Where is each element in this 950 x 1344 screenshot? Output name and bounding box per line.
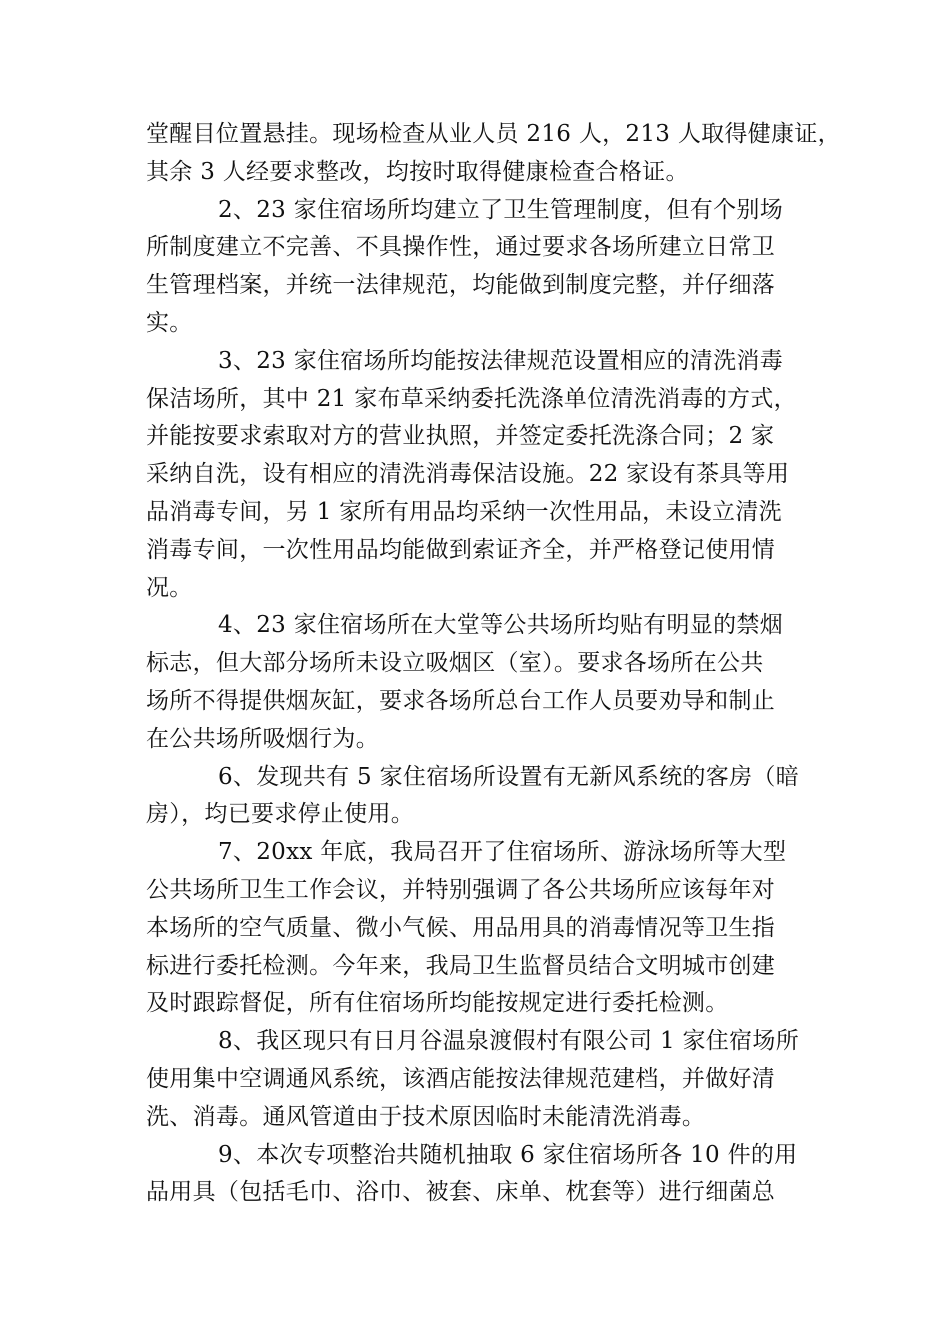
- text-line: 4、23 家住宿场所在大堂等公共场所均贴有明显的禁烟: [218, 612, 784, 639]
- text-line: 品消毒专间，另 1 家所有用品均采纳一次性用品，未设立清洗: [146, 498, 782, 525]
- text-line: 2、23 家住宿场所均建立了卫生管理制度，但有个别场: [218, 196, 784, 223]
- text-line: 实。: [146, 309, 193, 336]
- text-line: 房），均已要求停止使用。: [146, 801, 415, 828]
- text-line: 保洁场所，其中 21 家布草采纳委托洗涤单位清洗消毒的方式，: [146, 385, 797, 412]
- text-line: 本场所的空气质量、微小气候、用品用具的消毒情况等卫生指: [146, 914, 776, 941]
- text-line: 并能按要求索取对方的营业执照，并签定委托洗涤合同；2 家: [146, 423, 775, 450]
- text-line: 生管理档案，并统一法律规范，均能做到制度完整，并仔细落: [146, 272, 776, 299]
- text-line: 8、我区现只有日月谷温泉渡假村有限公司 1 家住宿场所: [218, 1028, 799, 1055]
- text-line: 场所不得提供烟灰缸，要求各场所总台工作人员要劝导和制止: [146, 687, 776, 714]
- text-line: 所制度建立不完善、不具操作性，通过要求各场所建立日常卫: [146, 234, 776, 261]
- text-line: 品用具（包括毛巾、浴巾、被套、床单、枕套等）进行细菌总: [146, 1179, 776, 1206]
- document-body: [146, 116, 841, 1212]
- text-line: 及时跟踪督促，所有住宿场所均能按规定进行委托检测。: [146, 990, 729, 1017]
- text-line: 消毒专间，一次性用品均能做到索证齐全，并严格登记使用情: [146, 536, 776, 563]
- text-line: 使用集中空调通风系统，该酒店能按法律规范建档，并做好清: [146, 1065, 776, 1092]
- text-line: 6、发现共有 5 家住宿场所设置有无新风系统的客房（暗: [218, 763, 799, 790]
- text-line: 采纳自洗，设有相应的清洗消毒保洁设施。22 家设有茶具等用: [146, 461, 790, 488]
- text-line: 况。: [146, 574, 193, 601]
- text-line: 3、23 家住宿场所均能按法律规范设置相应的清洗消毒: [218, 347, 784, 374]
- text-line: 洗、消毒。通风管道由于技术原因临时未能清洗消毒。: [146, 1103, 706, 1130]
- text-line: 其余 3 人经要求整改，均按时取得健康检查合格证。: [146, 158, 689, 185]
- text-line: 公共场所卫生工作会议，并特别强调了各公共场所应该每年对: [146, 876, 776, 903]
- text-line: 堂醒目位置悬挂。现场检查从业人员 216 人，213 人取得健康证，: [146, 121, 841, 147]
- text-line: 标志，但大部分场所未设立吸烟区（室）。要求各场所在公共: [146, 650, 764, 677]
- text-line: 7、20xx 年底，我局召开了住宿场所、游泳场所等大型: [218, 839, 787, 866]
- text-line: 标进行委托检测。今年来，我局卫生监督员结合文明城市创建: [146, 952, 776, 979]
- text-line: 9、本次专项整治共随机抽取 6 家住宿场所各 10 件的用: [218, 1141, 798, 1168]
- text-line: 在公共场所吸烟行为。: [146, 725, 379, 752]
